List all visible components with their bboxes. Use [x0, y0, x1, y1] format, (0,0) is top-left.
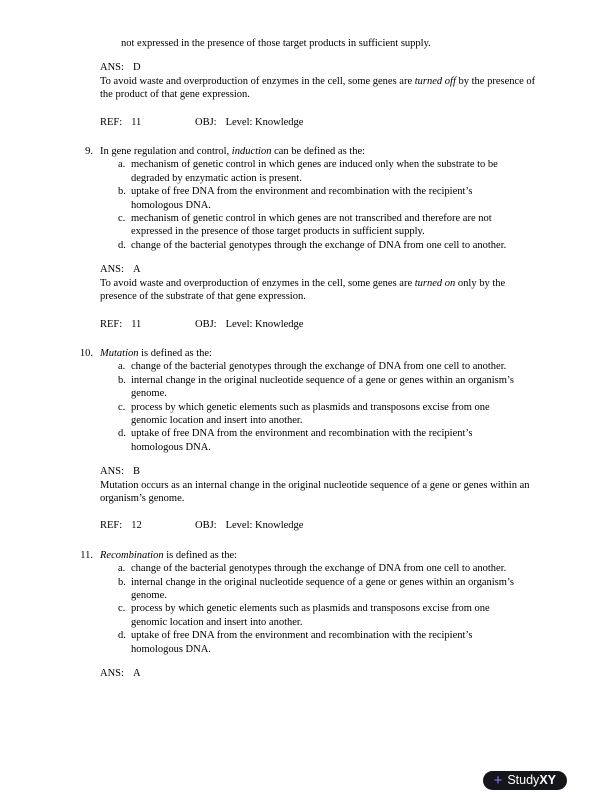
option-text: process by which genetic elements such as plasmids and transposons excise from one genomic location and insert into another.	[131, 603, 490, 628]
plus-icon: +	[493, 772, 503, 789]
option-d	[0, 427, 612, 454]
ans-value: B	[132, 466, 140, 478]
rationale-text	[100, 479, 543, 506]
option-text: change of the bacterial genotypes through the exchange of DNA from one cell to another.	[131, 563, 507, 575]
answer-block	[100, 263, 543, 331]
rationale-text	[100, 277, 543, 304]
stem-post: is defined as the:	[163, 549, 238, 561]
obj-label: OBJ:	[195, 318, 217, 330]
option-d	[0, 239, 612, 252]
option-a	[0, 158, 612, 185]
option-b	[0, 185, 612, 212]
option-text: change of the bacterial genotypes through the exchange of DNA from one cell to another.	[131, 239, 507, 251]
obj-value: Level: Knowledge	[225, 116, 304, 128]
obj-pair	[195, 519, 303, 532]
ref-line	[100, 519, 543, 532]
question-9	[0, 145, 612, 252]
option-letter: c.	[118, 603, 126, 615]
question-number: 11.	[80, 549, 93, 561]
continuation-text: not expressed in the presence of those target products in sufficient supply.	[121, 38, 431, 49]
obj-label: OBJ:	[195, 520, 217, 532]
brand-study-text: Study	[507, 773, 540, 787]
option-text: change of the bacterial genotypes through the exchange of DNA from one cell to another.	[131, 361, 507, 373]
rationale-pre: Mutation occurs as an internal change in the original nucleotide sequence of a gene or genes within an organism’s genome.	[100, 479, 530, 504]
ref-pair	[100, 116, 195, 129]
option-text: mechanism of genetic control in which genes are not transcribed and therefore are not expressed in the presence of those target products in sufficient supply.	[131, 213, 492, 238]
rationale-italic: turned off	[414, 75, 456, 87]
option-text: process by which genetic elements such as plasmids and transposons excise from one genomic location and insert into another.	[131, 401, 490, 426]
question-11	[0, 549, 612, 656]
ans-label: ANS:	[100, 62, 124, 74]
obj-value: Level: Knowledge	[225, 520, 304, 532]
option-letter: d.	[118, 239, 126, 251]
ans-label: ANS:	[100, 466, 124, 478]
option-text: mechanism of genetic control in which genes are induced only when the substrate to be degraded by enzymatic action is present.	[131, 159, 498, 184]
stem-post: is defined as the:	[138, 347, 212, 359]
answer-block	[100, 667, 543, 680]
rationale-post: only by the presence of the substrate of that gene expression.	[100, 277, 506, 303]
ans-label: ANS:	[100, 668, 124, 680]
option-text: uptake of free DNA from the environment and recombination with the recipient’s homologous DNA.	[131, 428, 473, 453]
option-text: uptake of free DNA from the environment and recombination with the recipient’s homologous DNA.	[131, 630, 473, 655]
option-letter: a.	[118, 159, 126, 171]
option-a	[0, 562, 612, 575]
answer-line	[100, 263, 543, 276]
answer-line	[100, 667, 543, 680]
question-stem-row	[0, 145, 612, 158]
option-letter: a.	[118, 361, 126, 373]
option-letter: b.	[118, 186, 126, 198]
stem-post: can be defined as the:	[271, 146, 366, 158]
stem-pre: In gene regulation and control,	[100, 146, 232, 158]
option-letter: a.	[118, 563, 126, 575]
question-10	[0, 347, 612, 454]
question-stem-row	[0, 549, 612, 562]
question-stem	[100, 145, 365, 158]
rationale-post: by the presence of the product of that gene expression.	[100, 75, 536, 101]
ref-line	[100, 116, 543, 129]
option-text: internal change in the original nucleotide sequence of a gene or genes within an organism’s genome.	[131, 576, 514, 601]
ref-value: 12	[131, 520, 142, 532]
ref-value: 11	[131, 318, 142, 330]
option-text: internal change in the original nucleotide sequence of a gene or genes within an organism’s genome.	[131, 374, 514, 400]
option-letter: d.	[118, 630, 126, 642]
obj-pair	[195, 318, 303, 331]
option-letter: c.	[118, 401, 126, 413]
option-b	[0, 576, 612, 603]
obj-label: OBJ:	[195, 116, 217, 128]
question-number: 9.	[85, 146, 93, 158]
answer-line	[100, 61, 543, 74]
ref-value: 11	[131, 116, 142, 128]
option-letter: d.	[118, 428, 126, 440]
option-b	[0, 374, 612, 401]
option-letter: c.	[118, 213, 126, 225]
option-text: uptake of free DNA from the environment and recombination with the recipient’s homologous DNA.	[131, 186, 473, 211]
stem-italic: Mutation	[100, 347, 139, 359]
option-d	[0, 629, 612, 656]
stem-italic: Recombination	[100, 549, 164, 561]
ans-label: ANS:	[100, 264, 124, 276]
stem-italic: induction	[231, 146, 272, 158]
question-stem	[100, 549, 237, 562]
studyxy-logo-badge[interactable]	[483, 771, 567, 790]
option-letter: b.	[118, 374, 126, 386]
brand-wordmark	[507, 771, 556, 790]
answer-block	[100, 465, 543, 533]
ref-label: REF:	[100, 116, 123, 128]
ans-value: D	[132, 62, 141, 74]
ref-pair	[100, 519, 195, 532]
ref-line	[100, 318, 543, 331]
ans-value: A	[132, 668, 141, 680]
option-a	[0, 360, 612, 373]
obj-pair	[195, 116, 303, 129]
obj-value: Level: Knowledge	[225, 318, 304, 330]
answer-line	[100, 465, 543, 478]
rationale-pre: To avoid waste and overproduction of enzymes in the cell, some genes are	[100, 277, 415, 289]
ref-label: REF:	[100, 520, 123, 532]
ref-label: REF:	[100, 318, 123, 330]
question-number: 10.	[79, 347, 93, 359]
question-stem	[100, 347, 212, 360]
ans-value: A	[132, 264, 141, 276]
rationale-text	[100, 75, 543, 102]
option-c	[0, 602, 612, 629]
option-c	[0, 212, 612, 239]
rationale-italic: turned on	[414, 277, 456, 289]
brand-xy-text: XY	[539, 773, 556, 787]
ref-pair	[100, 318, 195, 331]
rationale-pre: To avoid waste and overproduction of enzymes in the cell, some genes are	[100, 75, 415, 87]
option-c	[0, 401, 612, 428]
option-letter: b.	[118, 576, 126, 588]
answer-block	[100, 61, 543, 129]
question-stem-row	[0, 347, 612, 360]
